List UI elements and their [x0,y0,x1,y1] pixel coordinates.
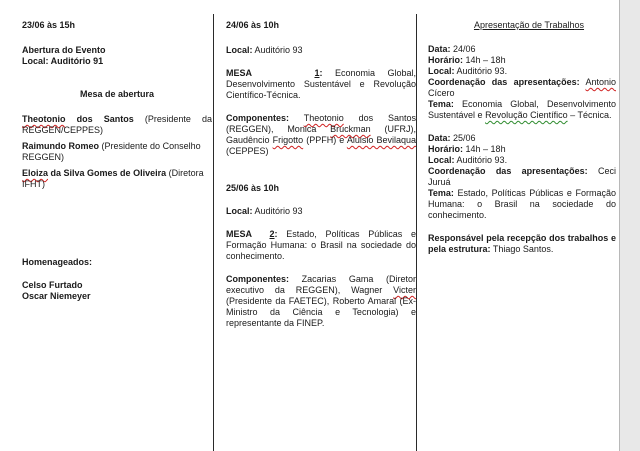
presentations-title: Apresentação de Trabalhos [473,20,585,30]
mesa-2-location-value: Auditório 93 [254,206,303,216]
s2-coordination-name: Ceci Juruá [428,166,616,187]
mesa-1-text: Economia Global, Desenvolvimento Sustentável e Revolução Científico-Técnica. [226,68,416,100]
s2-time-value: 14h – 18h [465,144,506,154]
mesa-2-text: Estado, Políticas Públicas e Formação Humana: o Brasil na sociedade do conhecimento. [226,229,416,261]
mesa-1-colon: : [319,68,323,78]
comp-1-name-g: Aluisio Bevilaqua [346,135,416,145]
s1-time [428,55,616,66]
opening-person-3 [22,168,212,190]
comp-2-name-b: Victer [393,285,416,295]
s2-coordination-label: Coordenação das apresentações: [428,166,588,176]
comp-2-text-a: Zacarias Gama (Diretor executivo da REGGEN), Wagner [226,274,416,295]
comp-1-name-a: Theotonio [303,113,344,123]
comp-1-text-b: dos Santos (REGGEN), Monica [226,113,416,134]
mesa-2-colon: : [274,229,278,239]
mesa-1-location-value: Auditório 93 [254,45,303,55]
s1-coordination [428,77,616,99]
s1-coordination-name-b: Cícero [428,88,455,98]
side-margin [620,0,640,451]
s1-location-label: Local: [428,66,455,76]
mesa-2-number: 2 [269,229,275,239]
mesa-1-description [226,68,416,101]
mesa-2-components-label: Componentes: [226,274,289,284]
mesa-1-number: 1 [314,68,320,78]
column-mesas [226,20,416,329]
s1-date [428,44,616,55]
opening-date: 23/06 às 15h [22,20,76,30]
mesa-1-label: MESA [226,68,253,78]
mesa-1-components [226,113,416,157]
mesa-abertura-title: Mesa de abertura [79,89,155,99]
s1-date-value: 24/06 [453,44,476,54]
s2-coordination [428,166,616,188]
s1-location-value: Auditório 93. [456,66,508,76]
person-3-role: (Diretora IFHT) [22,168,204,189]
responsible [428,233,616,255]
opening-location: Local: Auditório 91 [22,56,104,66]
s2-date-value: 25/06 [453,133,476,143]
person-1-first-name: Theotonio [22,114,66,124]
s1-coordination-name-a: Antonio [585,77,616,87]
column-divider-2 [416,14,417,451]
comp-2-text-c: (Presidente da FAETEC), Roberto Amaral (Ex-Ministro da Ciência e Tecnologia) e representante da FINEP. [226,296,416,328]
s2-time [428,144,616,155]
s1-theme-a: Economia Global, Desenvolvimento Sustentável e [428,99,616,120]
s2-theme [428,188,616,221]
person-3-first-name: Eloiza [22,168,49,178]
s1-theme-b: Revolução Científico [485,110,568,120]
s2-theme-label: Tema: [428,188,454,198]
mesa-1-location-label: Local: [226,45,253,55]
s1-location [428,66,616,77]
honoree-2: Oscar Niemeyer [22,291,91,301]
s1-theme-label: Tema: [428,99,454,109]
responsible-label: Responsável pela recepção dos trabalhos e pela estrutura: [428,233,616,254]
mesa-2-components [226,274,416,329]
s2-date [428,133,616,144]
s1-time-value: 14h – 18h [465,55,506,65]
person-3-last-name: da Silva Gomes de Oliveira [50,168,167,178]
mesa-2-date: 25/06 às 10h [226,183,280,193]
s2-date-label: Data: [428,133,451,143]
column-opening [22,20,212,302]
comp-1-text-f: (PPFH) e [306,135,345,145]
s2-time-label: Horário: [428,144,464,154]
s1-time-label: Horário: [428,55,464,65]
s1-date-label: Data: [428,44,451,54]
mesa-2-description [226,229,416,262]
s1-theme [428,99,616,121]
column-presentations [428,20,616,255]
comp-1-name-c: Bruckman [330,124,371,134]
comp-1-text-h: (CEPPES) [226,146,269,156]
s2-theme-text: Estado, Políticas Públicas e Formação Humana: o Brasil na sociedade do conhecimento. [428,188,616,220]
mesa-1-components-label: Componentes: [226,113,289,123]
mesa-1-location [226,45,416,56]
mesa-2-location-label: Local: [226,206,253,216]
mesa-2-location [226,206,416,217]
comp-1-name-e: Frigotto [272,135,304,145]
opening-title: Abertura do Evento [22,45,106,55]
person-2-role: (Presidente do Conselho REGGEN) [22,141,201,162]
s1-coordination-label: Coordenação das apresentações: [428,77,580,87]
person-1-role: (Presidente da REGGEN/CEPPES) [22,114,212,135]
s2-location-value: Auditório 93. [456,155,508,165]
person-1-last-name: dos Santos [76,114,134,124]
mesa-1-date: 24/06 às 10h [226,20,280,30]
s1-theme-c: – Técnica. [570,110,612,120]
responsible-value: Thiago Santos. [492,244,554,254]
mesa-2-label: MESA [226,229,253,239]
person-2-name: Raimundo Romeo [22,141,100,151]
s2-location-label: Local: [428,155,455,165]
comp-1-text-d: (UFRJ), Gaudêncio [226,124,416,145]
column-divider-1 [213,14,214,451]
opening-person-2 [22,141,212,163]
opening-person-1 [22,114,212,136]
s2-location [428,155,616,166]
honoree-1: Celso Furtado [22,280,83,290]
honorees-label: Homenageados: [22,257,93,267]
